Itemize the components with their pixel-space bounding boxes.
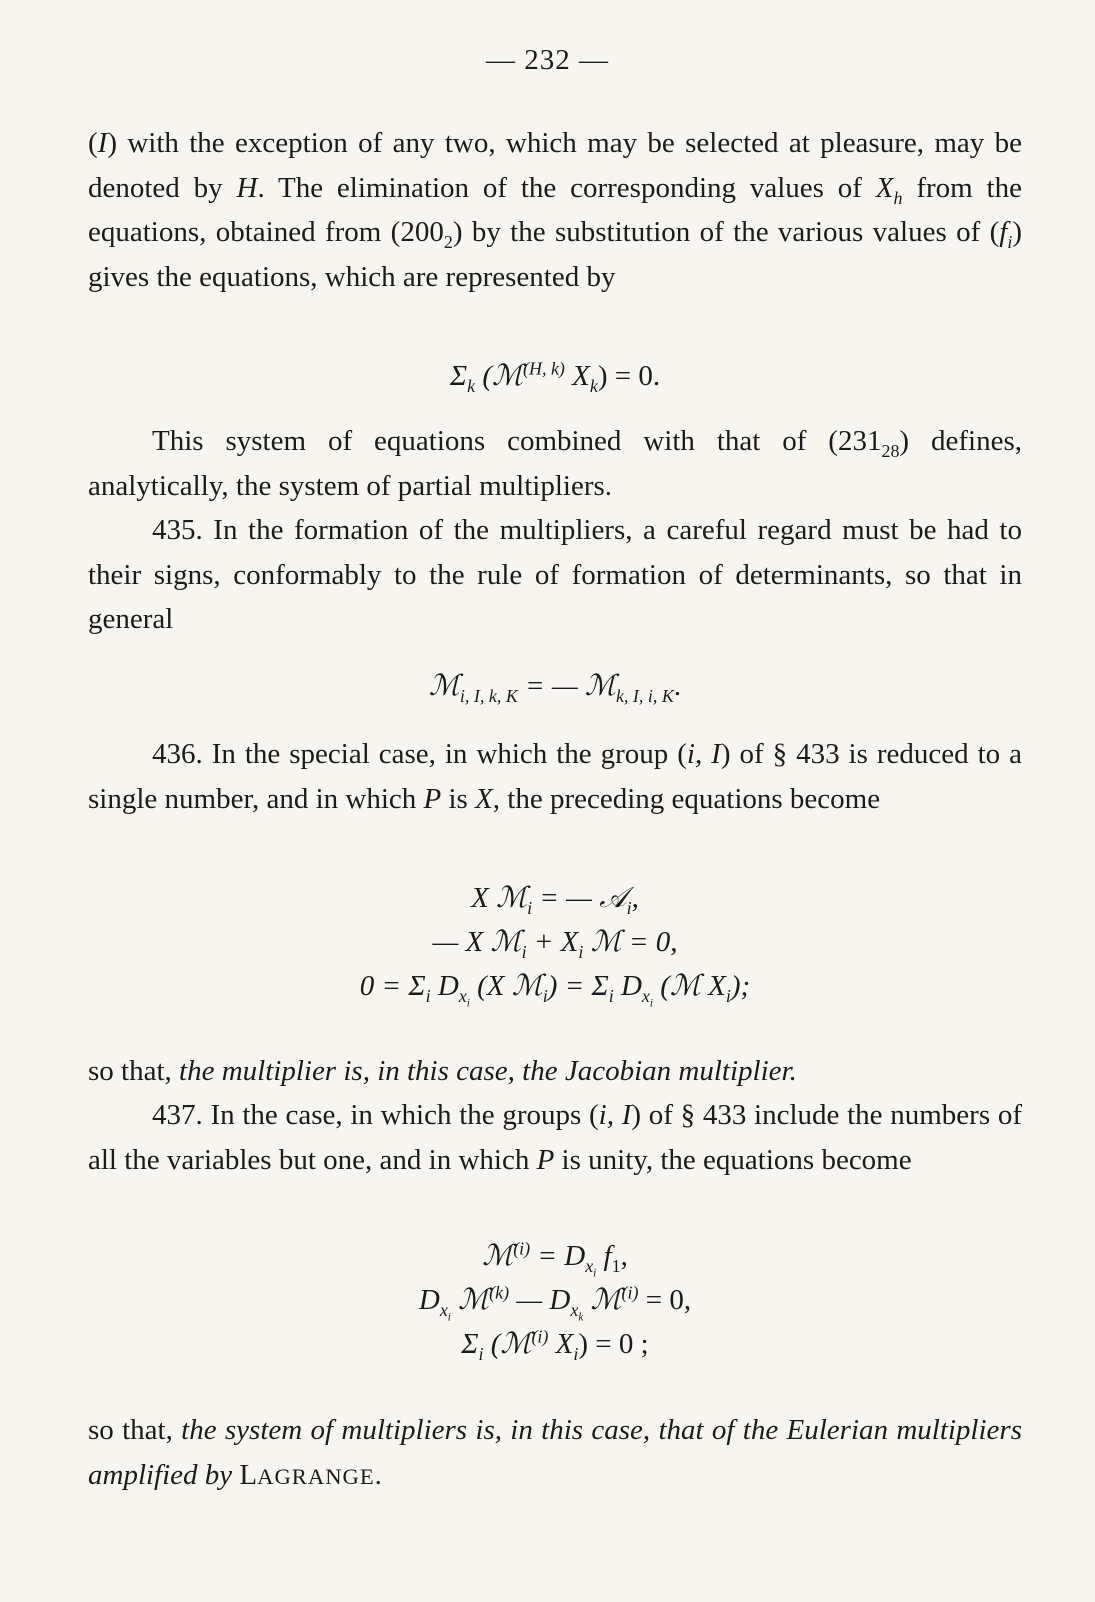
equation-line: — X ℳ$_i$ + $X_i$ ℳ = 0,	[432, 926, 678, 962]
paragraph-continuation: (I) with the exception of any two, which may be selected at pleasure, may be denoted by H. The elimination of the corresponding values of $X_h$ from the equations, obtained from $(200_2)$ by the substitution of the various values of $(f_i)$ gives the equations, which are represented by	[88, 127, 1022, 293]
equation-partial-multipliers: $\Sigma_k$ (ℳ$^{(H, k)}$ $X_k) = 0$.	[449, 358, 661, 396]
paragraph-jacobian-conclusion: so that, the multiplier is, in this case, the Jacobian multiplier.	[88, 1055, 797, 1087]
equation-line: ℳ$^{(i)}$ = $D_{x_i}$ $f_1$,	[482, 1238, 628, 1280]
equation-sign-rule: ℳ$_{i, I, k, K}$ = — ℳ$_{k, I, i, K}$.	[428, 670, 682, 706]
equation-line: $D_{x_i}$ ℳ$^{(k)}$ — $D_{x_k}$ ℳ$^{(i)}$ = 0,	[418, 1282, 692, 1324]
paragraph-435: 435. In the formation of the multipliers, a careful regard must be had to their signs, conformably to the rule of formation of determinants, so that in general	[88, 514, 1022, 635]
paragraph-437: 437. In the case, in which the groups (i, I) of § 433 include the numbers of all the variables but one, and in which P is unity, the equations become	[88, 1099, 1022, 1176]
paragraph-eulerian-conclusion: so that, the system of multipliers is, in this case, that of the Eulerian multipliers amplified by LAGRANGE.	[88, 1414, 1022, 1491]
equation-line: $0 = \Sigma_i$ $D_{x_i}$ (X ℳ$_i$) = $\Sigma_i$ $D_{x_i}$ (ℳ $X_i$);	[359, 970, 751, 1010]
equation-line: X ℳ$_i$ = — 𝒜$_i$,	[471, 882, 639, 918]
paragraph-436: 436. In the special case, in which the group (i, I) of § 433 is reduced to a single number, and in which P is X, the preceding equations become	[88, 738, 1022, 815]
equation-block-jacobian	[88, 876, 1022, 1008]
equation-block-eulerian	[88, 1234, 1022, 1366]
paragraph-system: This system of equations combined with that of $(231_{28})$ defines, analytically, the system of partial multipliers.	[88, 425, 1022, 502]
page-number: — 232 —	[486, 44, 609, 76]
equation-line: $\Sigma_i$ (ℳ$^{(i)}$ $X_i) = 0$ ;	[461, 1326, 649, 1364]
